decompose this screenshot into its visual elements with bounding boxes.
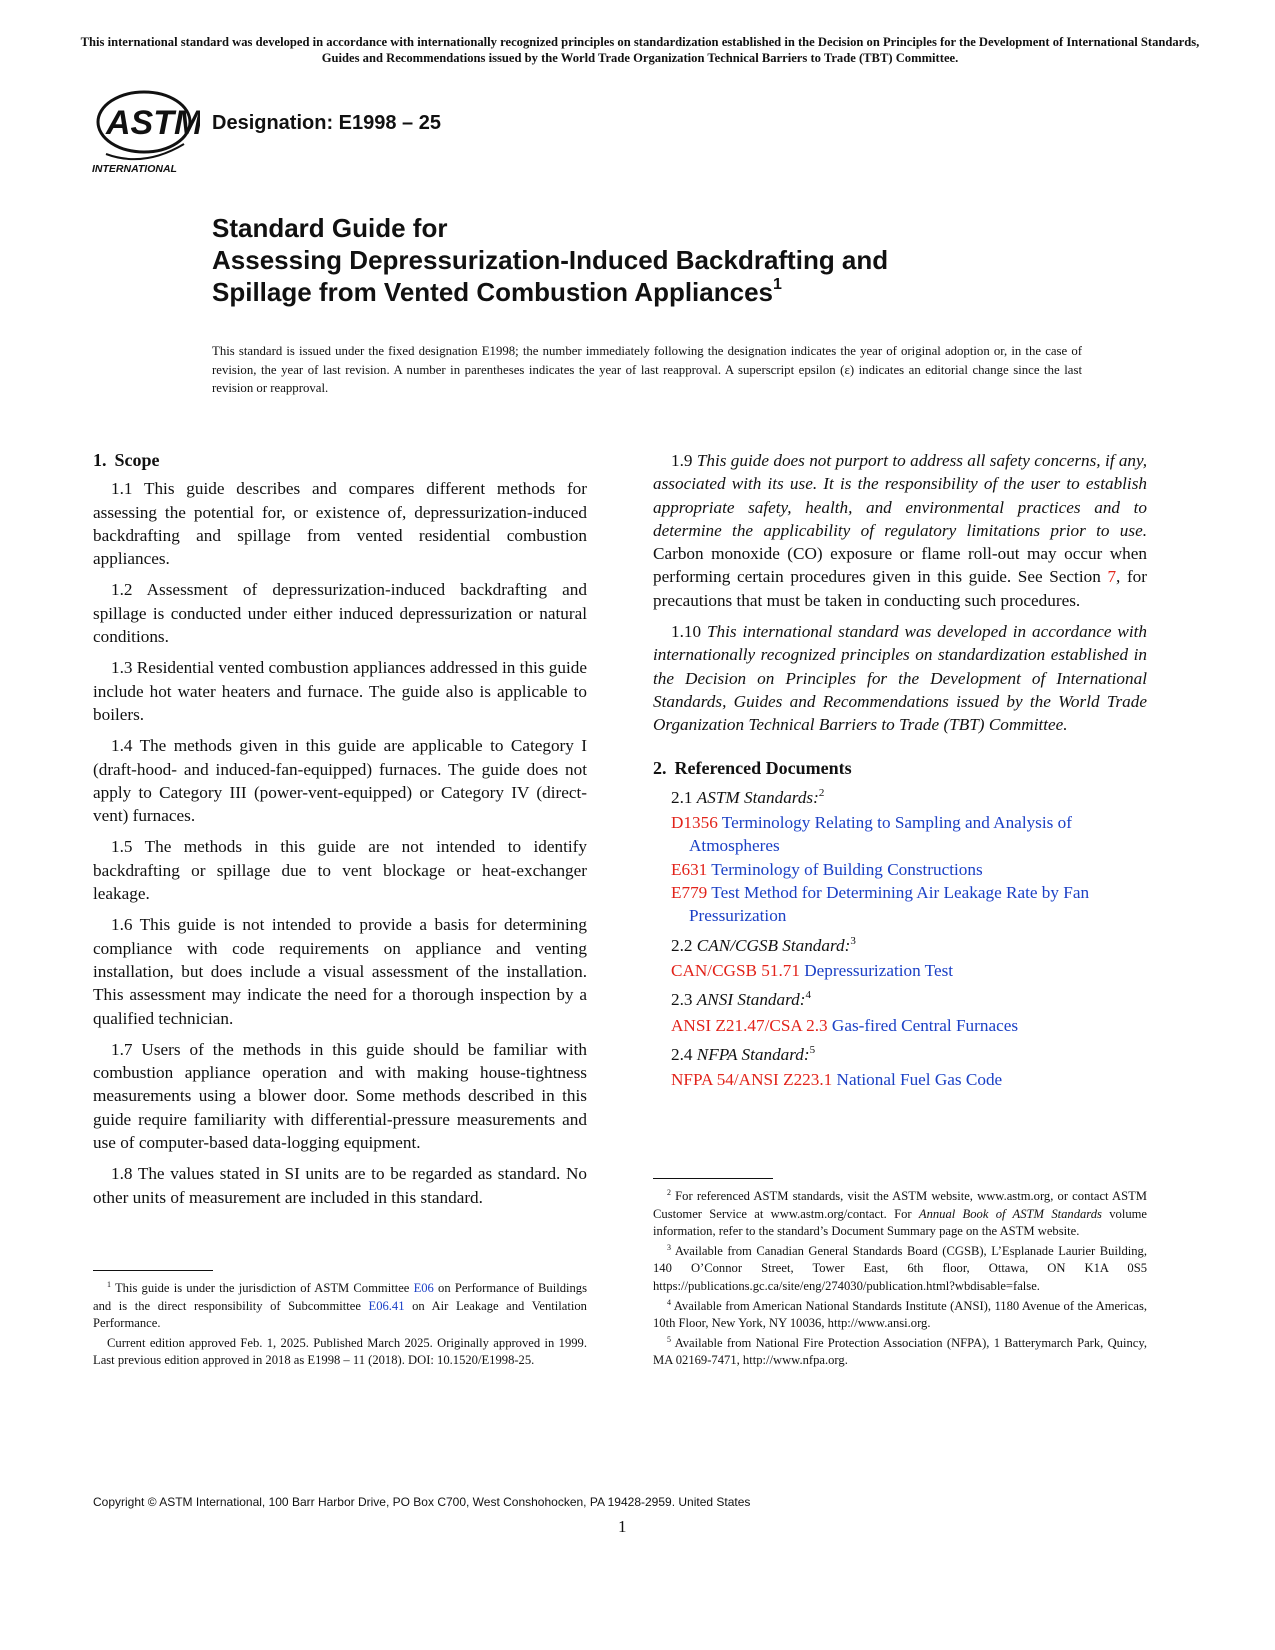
section-1-title: Scope [114,450,160,470]
issued-note: This standard is issued under the fixed designation E1998; the number immediately following the designation indicates the year of original adoption or, in the case of revision, the year of last revision. A number in parentheses indicates the year of last reapproval. A superscript epsilon (ε) indicates an editorial change since the last revision or reapproval. [212,344,1082,395]
section-1-number: 1. [93,450,107,470]
para-1-9 [653,449,1147,612]
document-title [212,212,1112,308]
co-warning: Carbon monoxide (CO) exposure or flame roll-out may occur when performing certain procedures given in this guide. See Section [653,544,1147,587]
ref-ansi-z21[interactable]: ANSI Z21.47/CSA 2.3 Gas-fired Central Furnaces [671,1015,1019,1035]
page-number: 1 [618,1517,627,1536]
para-1-9-number: 1.9 [671,451,693,470]
footnote-rule-left [93,1270,213,1271]
ref-e631[interactable]: E631 Terminology of Building Constructions [671,859,983,879]
ref-group-2-1: 2.1 ASTM Standards:$^2$ [671,786,825,807]
copyright: Copyright © ASTM International, 100 Barr Harbor Drive, PO Box C700, West Conshohocken, PA 19428-2959. United States [93,1495,751,1509]
astm-logo-icon [92,84,200,176]
designation: Designation: E1998 – 25 [212,112,441,134]
section-7-link[interactable]: 7 [1107,567,1117,587]
footnote-1: $^1$ This guide is under the jurisdiction of ASTM Committee E06 on Performance of Buildings and is the direct responsibility of Subcommittee E06.41 on Air Leakage and Ventilation Performance. [93,1280,587,1331]
footnote-rule-right [653,1178,773,1179]
para-1-4: 1.4 The methods given in this guide are applicable to Category I (draft-hood- and induced-fan-equipped) furnaces. The guide does not apply to Category III (power-vent-equipped) or Category IV (direct-vent) furnaces. [93,736,587,826]
footnotes-left [93,1280,587,1372]
para-1-8: 1.8 The values stated in SI units are to be regarded as standard. No other units of measurement are included in this standard. [93,1164,587,1207]
para-1-10 [653,620,1147,736]
para-1-2: 1.2 Assessment of depressurization-induced backdrafting and spillage is conducted under either induced depressurization or natural conditions. [93,580,587,647]
ref-d1356[interactable]: D1356 Terminology Relating to Sampling and Analysis of Atmospheres [671,813,1072,856]
footnote-5: $^5$ Available from National Fire Protection Association (NFPA), 1 Batterymarch Park, Quincy, MA 02169-7471, http://www.nfpa.org. [653,1334,1147,1368]
title-line-3: Spillage from Vented Combustion Appliances [212,277,774,307]
ref-group-2-3: 2.3 ANSI Standard:$^4$ [671,989,811,1010]
astm-logo [92,84,200,176]
title-footnote-mark[interactable]: 1 [773,276,782,293]
logo-letters: ASTM [106,104,200,142]
title-line-2: Assessing Depressurization-Induced Backdrafting and [212,245,889,275]
section-1-heading [93,449,587,472]
ref-group-2-4: 2.4 NFPA Standard:$^5$ [671,1043,816,1064]
section-2-title: Referenced Documents [674,757,852,778]
ref-group-2-2: 2.2 CAN/CGSB Standard:$^3$ [671,934,856,955]
footnote-2: $^2$ For referenced ASTM standards, visit the ASTM website, www.astm.org, or contact ASTM Customer Service at www.astm.org/contact. For Annual Book of ASTM Standards volume information, refer to the standard’s Document Summary page on the ASTM website. [653,1188,1148,1239]
section-2-heading [653,757,1147,780]
logo-subtext: INTERNATIONAL [92,163,177,175]
safety-caveat: This guide does not purport to address all safety concerns, if any, associated with its use. It is the responsibility of the user to establish appropriate safety, health, and environmental practices and to determine the applicability of regulatory limitations prior to use. [653,451,1148,540]
right-column [653,449,1147,1091]
header-notice: This international standard was developed in accordance with internationally recognized principles on standardization established in the Decision on Principles for the Development of International Standards, Guides and Recommendations issued by the World Trade Organization Technical Barriers to Trade (TBT) Committee. [80,35,1200,65]
section-2-number: 2. [653,757,667,778]
title-line-1: Standard Guide for [212,213,448,243]
para-1-9-end: , for precautions that must be taken in conducting such procedures. [653,567,1148,610]
para-1-1: 1.1 This guide describes and compares different methods for assessing the potential for, or existence of, depressurization-induced backdrafting and spillage from vented residential combustion appliances. [93,479,587,569]
para-1-6: 1.6 This guide is not intended to provide a basis for determining compliance with code requirements on appliance and venting installation, but does include a visual assessment of the installation. This assessment may indicate the need for a thorough inspection by a qualified technician. [93,915,587,1028]
para-1-3: 1.3 Residential vented combustion appliances addressed in this guide include hot water heaters and furnace. The guide also is applicable to boilers. [93,658,587,724]
e06-41-link[interactable]: E06.41 [368,1298,405,1313]
para-1-7: 1.7 Users of the methods in this guide should be familiar with combustion appliance operation and with making house-tightness measurements using a blower door. Some methods described in this guide require familiarity with differential-pressure measurements and use of computer-based data-logging equipment. [93,1039,587,1153]
wto-statement: This international standard was developed in accordance with internationally recognized principles on standardization established in the Decision on Principles for the Development of International Standards, Guides and Recommendations issued by the World Trade Organization Technical Barriers to Trade (TBT) Committee. [653,622,1148,735]
edition-note: Current edition approved Feb. 1, 2025. Published March 2025. Originally approved in 1999. Last previous edition approved in 2018 as E1998 – 11 (2018). DOI: 10.1520/E1998-25. [93,1335,587,1368]
ref-e779[interactable]: E779 Test Method for Determining Air Leakage Rate by Fan Pressurization [671,883,1090,926]
ref-nfpa-54[interactable]: NFPA 54/ANSI Z223.1 National Fuel Gas Code [671,1070,1003,1090]
para-1-5: 1.5 The methods in this guide are not intended to identify backdrafting or spillage due to vent blockage or heat-exchanger leakage. [93,837,587,904]
e06-link[interactable]: E06 [413,1281,434,1295]
footnotes-right [653,1188,1147,1372]
ref-can-cgsb[interactable]: CAN/CGSB 51.71 Depressurization Test [671,960,954,980]
footnote-3: $^3$ Available from Canadian General Standards Board (CGSB), L’Esplanade Laurier Building, 140 O’Connor Street, Tower East, 6th floor, Ottawa, ON K1A 0S5 https://publications.gc.ca/site/eng/274030/publication.html?wbdisable=false. [653,1242,1147,1293]
para-1-10-number: 1.10 [671,622,702,642]
footnote-4: $^4$ Available from American National Standards Institute (ANSI), 1180 Avenue of the Americas, 10th Floor, New York, NY 10036, http://www.ansi.org. [653,1297,1147,1331]
left-column [93,449,587,1217]
